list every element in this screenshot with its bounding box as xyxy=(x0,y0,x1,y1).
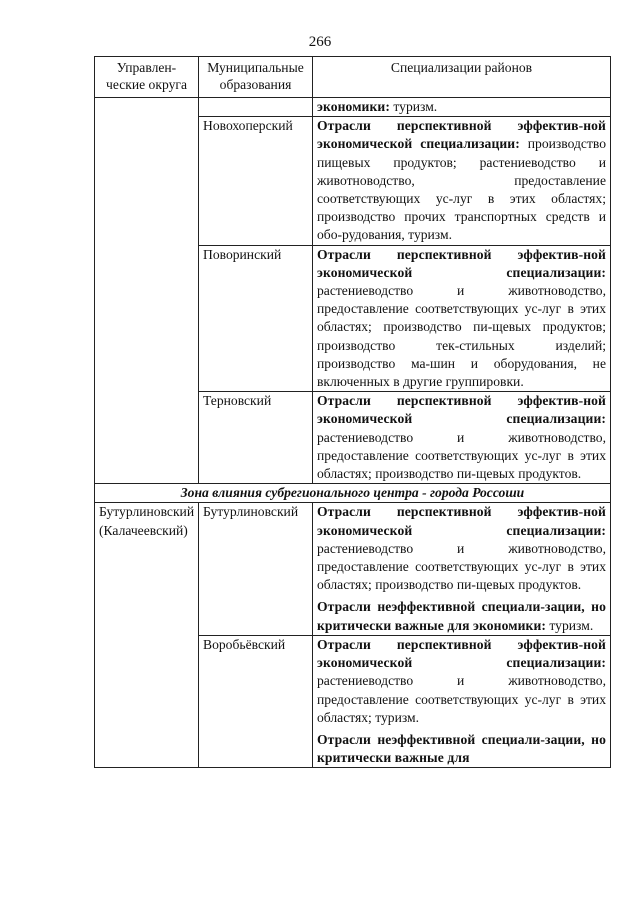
specialization-text: производство пищевых продуктов; растениеводство и животноводство, предоставление соответствующих ус-луг в этих областях; производство прочих транспортных средств и обо-рудования, туризм. xyxy=(317,136,607,243)
specialization-heading: Отрасли перспективной эффектив-ной экономической специализации: xyxy=(317,504,606,538)
specialization-heading: Отрасли перспективной эффектив-ной экономической специализации: xyxy=(317,636,606,671)
specialization-text: растениеводство и животноводство, предоставление соответствующих ус-луг в этих областях; производство пи-щевых продуктов; производство тек-стильных изделий; производство ма-шин и оборудования, не включенных в другие группировки. xyxy=(317,283,606,390)
specialization-text: растениеводство и животноводство, предоставление соответствующих ус-луг в этих областях; производство пи-щевых продуктов. xyxy=(317,429,606,482)
specialization-cell xyxy=(313,245,611,392)
table-header-row xyxy=(95,57,611,98)
municipality-cell: Бутурлиновский xyxy=(199,503,313,635)
specialization-block xyxy=(317,246,606,392)
district-cell-empty xyxy=(95,98,199,484)
municipality-cell: Воробьёвский xyxy=(199,635,313,767)
specialization-cell xyxy=(313,392,611,484)
specialization-heading: Отрасли перспективной эффектив-ной экономической специализации: xyxy=(317,246,606,280)
specialization-block xyxy=(317,731,606,767)
district-cell: Бутурлиновский (Калачеевский) xyxy=(95,503,199,768)
table-row xyxy=(95,503,611,635)
specialization-table xyxy=(94,56,611,768)
specialization-block xyxy=(317,392,606,483)
specialization-text: туризм. xyxy=(389,99,438,114)
specialization-block xyxy=(317,98,606,116)
specialization-text: растениеводство и животноводство, предоставление соответствующих ус-луг в этих областях; производство пи-щевых продуктов. xyxy=(317,540,606,593)
municipality-cell: Поворинский xyxy=(199,245,313,392)
specialization-cell xyxy=(313,503,611,635)
specialization-block xyxy=(317,117,606,244)
specialization-cell xyxy=(313,117,611,245)
specialization-cell xyxy=(313,635,611,767)
specialization-heading: экономики: xyxy=(317,99,390,114)
table-row xyxy=(95,98,611,117)
municipality-cell: Новохоперский xyxy=(199,117,313,245)
municipality-cell: Терновский xyxy=(199,392,313,484)
header-districts: Управлен- ческие округа xyxy=(95,57,199,98)
specialization-block xyxy=(317,598,606,634)
zone-row xyxy=(95,484,611,503)
page-number: 266 xyxy=(308,34,332,50)
specialization-block xyxy=(317,503,606,594)
specialization-text: растениеводство и животноводство, предоставление соответствующих ус-луг в этих областях; туризм. xyxy=(317,673,606,725)
specialization-heading: Отрасли неэффективной специали-зации, но критически важные для экономики: xyxy=(317,599,606,633)
continuation-cell xyxy=(313,98,611,117)
specialization-heading: Отрасли перспективной эффектив-ной экономической специализации: xyxy=(317,393,606,427)
specialization-text: туризм. xyxy=(546,617,594,633)
specialization-heading: Отрасли перспективной эффектив-ной экономической специализации: xyxy=(317,118,606,152)
header-municipalities: Муниципальные образования xyxy=(199,57,313,98)
zone-title: Зона влияния субрегионального центра - города Россоши xyxy=(95,484,611,503)
specialization-block xyxy=(317,636,606,727)
specialization-heading: Отрасли неэффективной специали-зации, но критически важные для xyxy=(317,731,606,766)
municipality-cell-empty xyxy=(199,98,313,117)
header-specializations: Специализации районов xyxy=(313,57,611,98)
